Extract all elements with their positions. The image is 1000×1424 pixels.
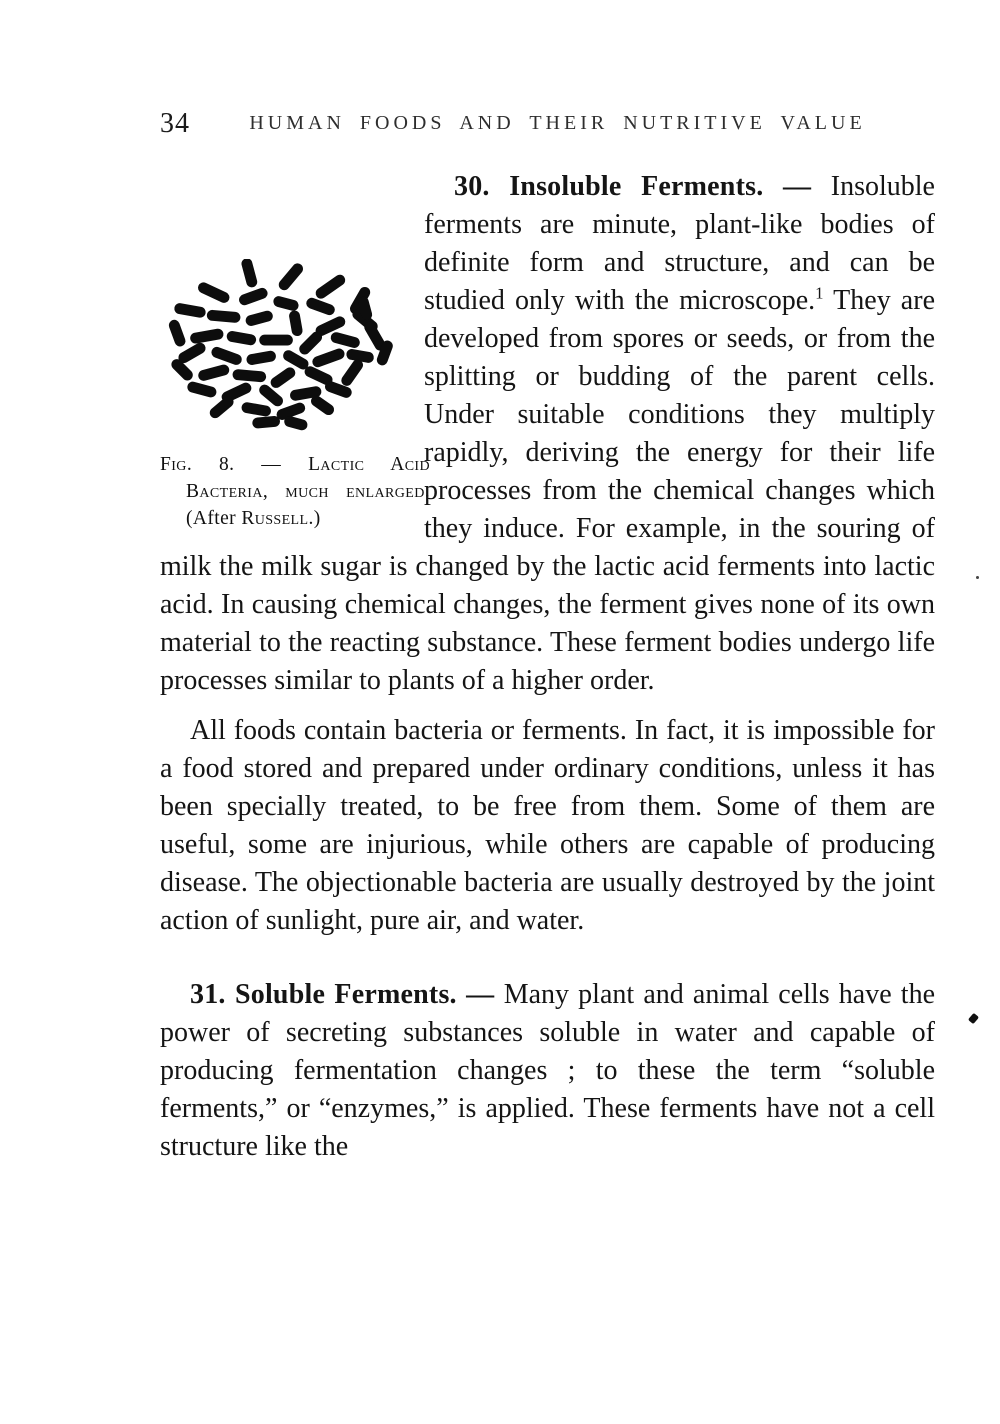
scan-speck-small <box>976 576 979 579</box>
section-30-body-a: can be studied only with the microscope. <box>424 247 935 316</box>
paragraph-all-foods-text: All foods contain bacteria or ferments. In fact, it is impossible for a food stored and prepared under ordinary conditions, unless it has been specially treated, to be free from them. Some of them are useful, some are injurious, while others are capable of producing disease. The objectionable bacteria are usually destroyed by the joint action of sunlight, pure air, and water. <box>160 715 935 936</box>
page-number: 34 <box>160 108 190 139</box>
caption-after: (After <box>186 508 242 529</box>
section-30-intro-text: Insoluble ferments are minute, plant-like bodies of definite form and structure, and <box>424 171 935 278</box>
figure-8 <box>160 243 430 532</box>
lactic-acid-bacteria-illustration <box>162 259 398 437</box>
section-31-heading: 31. Soluble Ferments. — <box>190 979 504 1010</box>
paragraph-section-31 <box>160 976 935 1166</box>
footnote-ref-1: 1 <box>815 283 824 303</box>
paragraph-all-foods <box>160 712 935 940</box>
paragraph-section-30 <box>160 168 935 700</box>
figure-8-caption <box>160 451 430 532</box>
page-body <box>160 168 935 1166</box>
page-header <box>160 106 935 142</box>
caption-source: Russell.) <box>241 508 321 529</box>
running-title: HUMAN FOODS AND THEIR NUTRITIVE VALUE <box>249 112 866 134</box>
section-31-body: Many plant and animal cells have the power of secreting substances soluble in water and capable of producing fermentation changes ; to these the term “soluble ferments,” or “enzymes,” is applied. These ferments have not a cell structure like the <box>160 979 935 1162</box>
section-30-body-b: They are developed from spores or seeds, or from the splitting or budding of the parent cells. Under suitable conditions they multiply rapidly, deriving the energy for their life processes from the chemical changes which they induce. For example, in the souring of milk the milk sugar is changed by the lactic acid ferments into lactic acid. In causing chemical changes, the ferment gives none of its own material to the reacting substance. These ferment bodies undergo life processes similar to plants of a higher order. <box>160 285 935 696</box>
section-30-heading: 30. Insoluble Ferments. — <box>454 171 831 202</box>
scan-speck-diamond <box>968 1013 979 1024</box>
caption-main: Fig. 8. — Lactic Acid Bacteria, much enlarged. <box>160 454 430 502</box>
